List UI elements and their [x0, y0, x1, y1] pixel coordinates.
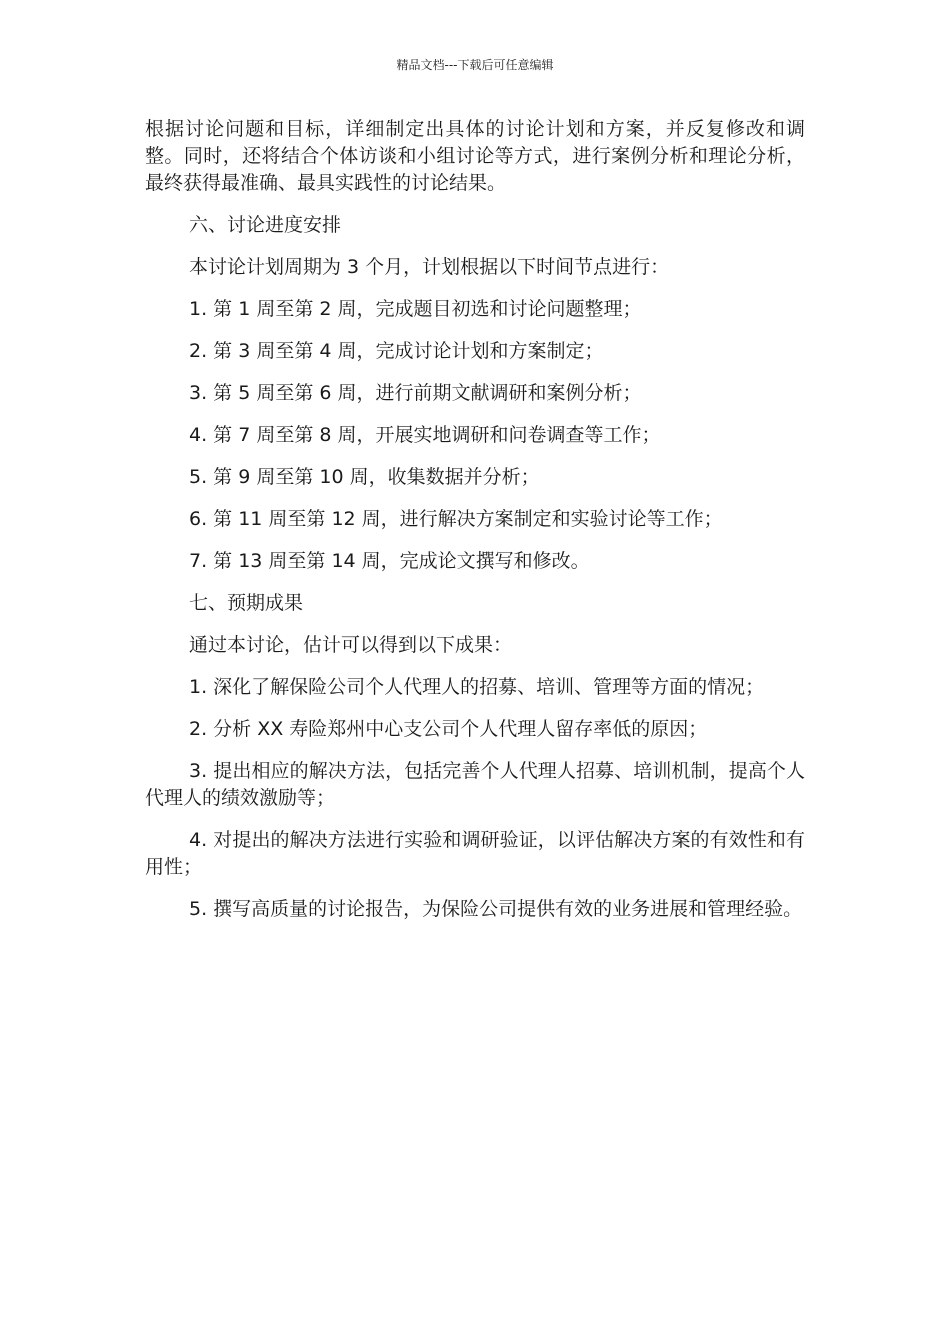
outcome-item-5: 5. 撰写高质量的讨论报告，为保险公司提供有效的业务进展和管理经验。: [189, 898, 803, 920]
schedule-item-3: 3. 第 5 周至第 6 周，进行前期文献调研和案例分析；: [189, 382, 642, 404]
section-heading-schedule: 六、讨论进度安排: [189, 214, 342, 236]
outcome-item-3: 3. 提出相应的解决方法，包括完善个人代理人招募、培训机制，提高个人代理人的绩效激励等；: [145, 760, 805, 809]
document-body: [145, 116, 805, 938]
outcome-item-1: 1. 深化了解保险公司个人代理人的招募、培训、管理等方面的情况；: [189, 676, 765, 698]
schedule-item-5: 5. 第 9 周至第 10 周，收集数据并分析；: [189, 466, 540, 488]
schedule-item-7: 7. 第 13 周至第 14 周，完成论文撰写和修改。: [189, 550, 590, 572]
outcome-item-4: 4. 对提出的解决方法进行实验和调研验证，以评估解决方案的有效性和有用性；: [145, 829, 805, 878]
page-header: 精品文档---下载后可任意编辑: [396, 58, 554, 72]
schedule-item-6: 6. 第 11 周至第 12 周，进行解决方案制定和实验讨论等工作；: [189, 508, 723, 530]
paragraph-outcomes-intro: 通过本讨论，估计可以得到以下成果：: [189, 634, 513, 656]
schedule-item-2: 2. 第 3 周至第 4 周，完成讨论计划和方案制定；: [189, 340, 604, 362]
section-heading-outcomes: 七、预期成果: [189, 592, 304, 614]
schedule-item-4: 4. 第 7 周至第 8 周，开展实地调研和问卷调查等工作；: [189, 424, 661, 446]
outcome-item-2: 2. 分析 XX 寿险郑州中心支公司个人代理人留存率低的原因；: [189, 718, 708, 740]
paragraph-intro-continuation: 根据讨论问题和目标，详细制定出具体的讨论计划和方案，并反复修改和调整。同时，还将结合个体访谈和小组讨论等方式，进行案例分析和理论分析，最终获得最准确、最具实践性的讨论结果。: [145, 118, 805, 194]
schedule-item-1: 1. 第 1 周至第 2 周，完成题目初选和讨论问题整理；: [189, 298, 642, 320]
paragraph-schedule-intro: 本讨论计划周期为 3 个月，计划根据以下时间节点进行：: [189, 256, 670, 278]
